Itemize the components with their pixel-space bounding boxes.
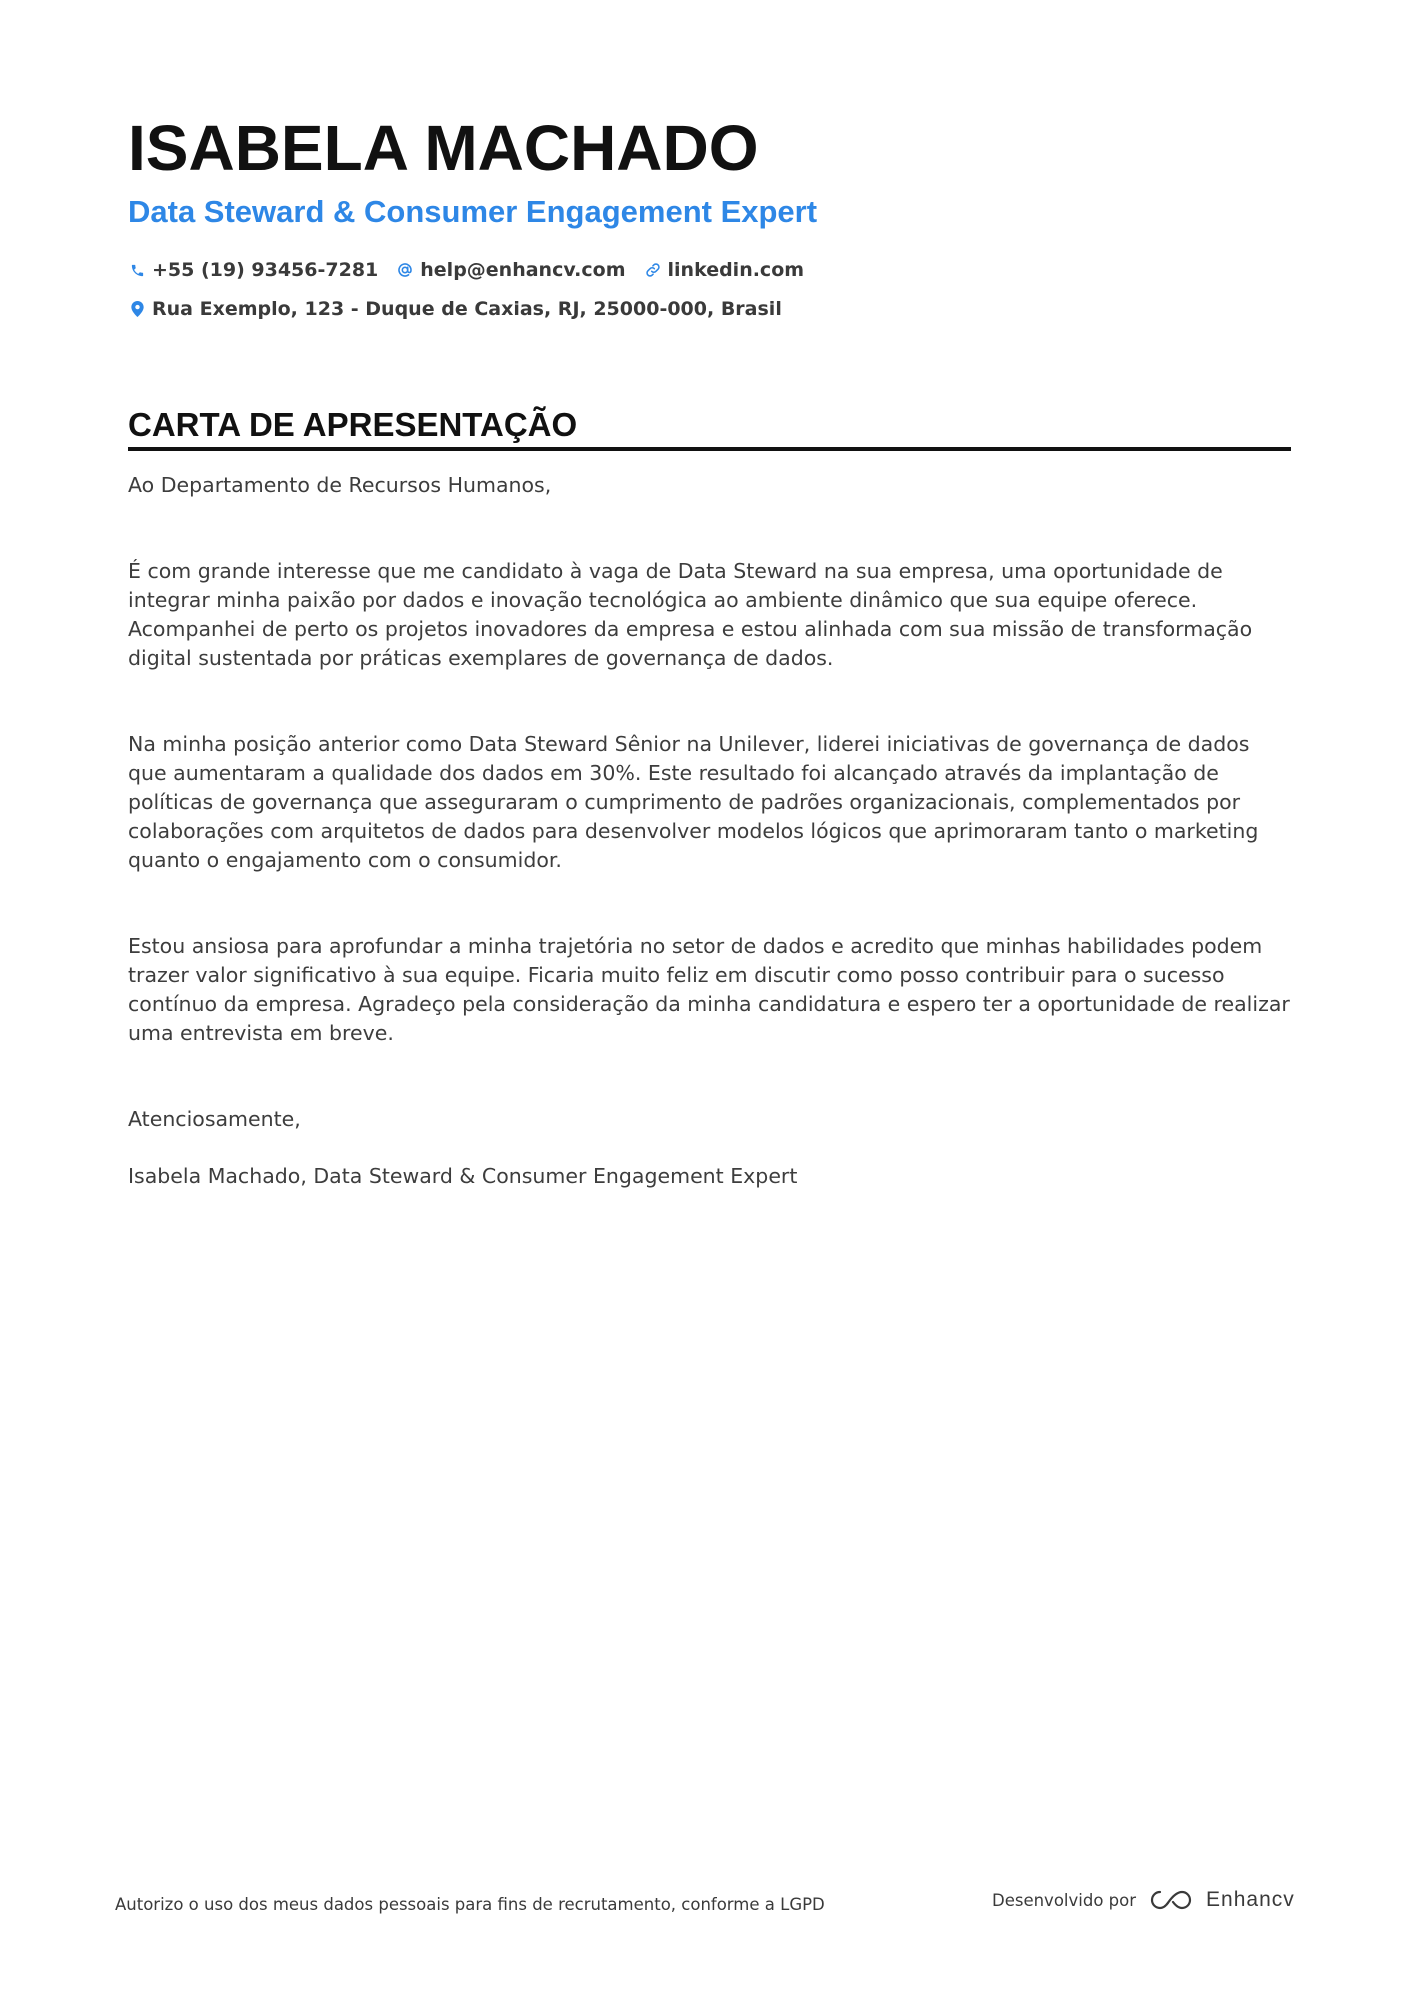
email-text: help@enhancv.com bbox=[420, 259, 626, 281]
link-icon bbox=[644, 261, 662, 279]
letter-paragraph: É com grande interesse que me candidato à vaga de Data Steward na sua empresa, uma oportunidade de integrar minha paixão por dados e inovação tecnológica ao ambiente dinâmico que sua equipe oferece. Acompanhei de perto os projetos inovadores da empresa e estou alinhada com sua missão de transformação digital sustentada por práticas exemplares de governança de dados. bbox=[128, 559, 1253, 670]
phone-icon bbox=[128, 261, 146, 279]
location-pin-icon bbox=[128, 300, 146, 318]
contact-email[interactable] bbox=[396, 259, 625, 281]
letter-signature: Isabela Machado, Data Steward & Consumer Engagement Expert bbox=[128, 1164, 798, 1188]
candidate-name: ISABELA MACHADO bbox=[128, 112, 759, 184]
cover-letter-page bbox=[128, 108, 1291, 1191]
footer-branding[interactable] bbox=[992, 1888, 1295, 1912]
contact-address bbox=[128, 298, 782, 320]
footer-consent: Autorizo o uso dos meus dados pessoais para fins de recrutamento, conforme a LGPD bbox=[115, 1895, 825, 1914]
letter-paragraph: Estou ansiosa para aprofundar a minha trajetória no setor de dados e acredito que minhas habilidades podem trazer valor significativo à sua equipe. Ficaria muito feliz em discutir como posso contribuir para o sucesso contínuo da empresa. Agradeço pela consideração da minha candidatura e espero ter a oportunidade de realizar uma entrevista em breve. bbox=[128, 934, 1290, 1045]
contact-phone[interactable] bbox=[128, 259, 378, 281]
contact-row-address bbox=[128, 295, 1291, 323]
letter-closing: Atenciosamente, bbox=[128, 1107, 301, 1131]
enhancv-logo-icon bbox=[1148, 1888, 1194, 1912]
brand-name: Enhancv bbox=[1206, 1888, 1295, 1911]
contact-row-primary bbox=[128, 256, 1291, 284]
powered-by-label: Desenvolvido por bbox=[992, 1890, 1137, 1910]
letter-body bbox=[128, 471, 1291, 1191]
section-divider bbox=[128, 447, 1291, 451]
letter-greeting: Ao Departamento de Recursos Humanos, bbox=[128, 473, 552, 497]
website-text: linkedin.com bbox=[667, 259, 805, 281]
candidate-headline: Data Steward & Consumer Engagement Expert bbox=[128, 194, 818, 229]
section-title: CARTA DE APRESENTAÇÃO bbox=[128, 406, 578, 443]
contact-website[interactable] bbox=[644, 259, 805, 281]
address-text: Rua Exemplo, 123 - Duque de Caxias, RJ, 25000-000, Brasil bbox=[152, 298, 782, 320]
at-sign-icon bbox=[396, 261, 414, 279]
phone-text: +55 (19) 93456-7281 bbox=[152, 259, 379, 281]
letter-paragraph: Na minha posição anterior como Data Steward Sênior na Unilever, liderei iniciativas de governança de dados que aumentaram a qualidade dos dados em 30%. Este resultado foi alcançado através da implantação de políticas de governança que asseguraram o cumprimento de padrões organizacionais, complementados por colaborações com arquitetos de dados para desenvolver modelos lógicos que aprimoraram tanto o marketing quanto o engajamento com o consumidor. bbox=[128, 732, 1259, 872]
